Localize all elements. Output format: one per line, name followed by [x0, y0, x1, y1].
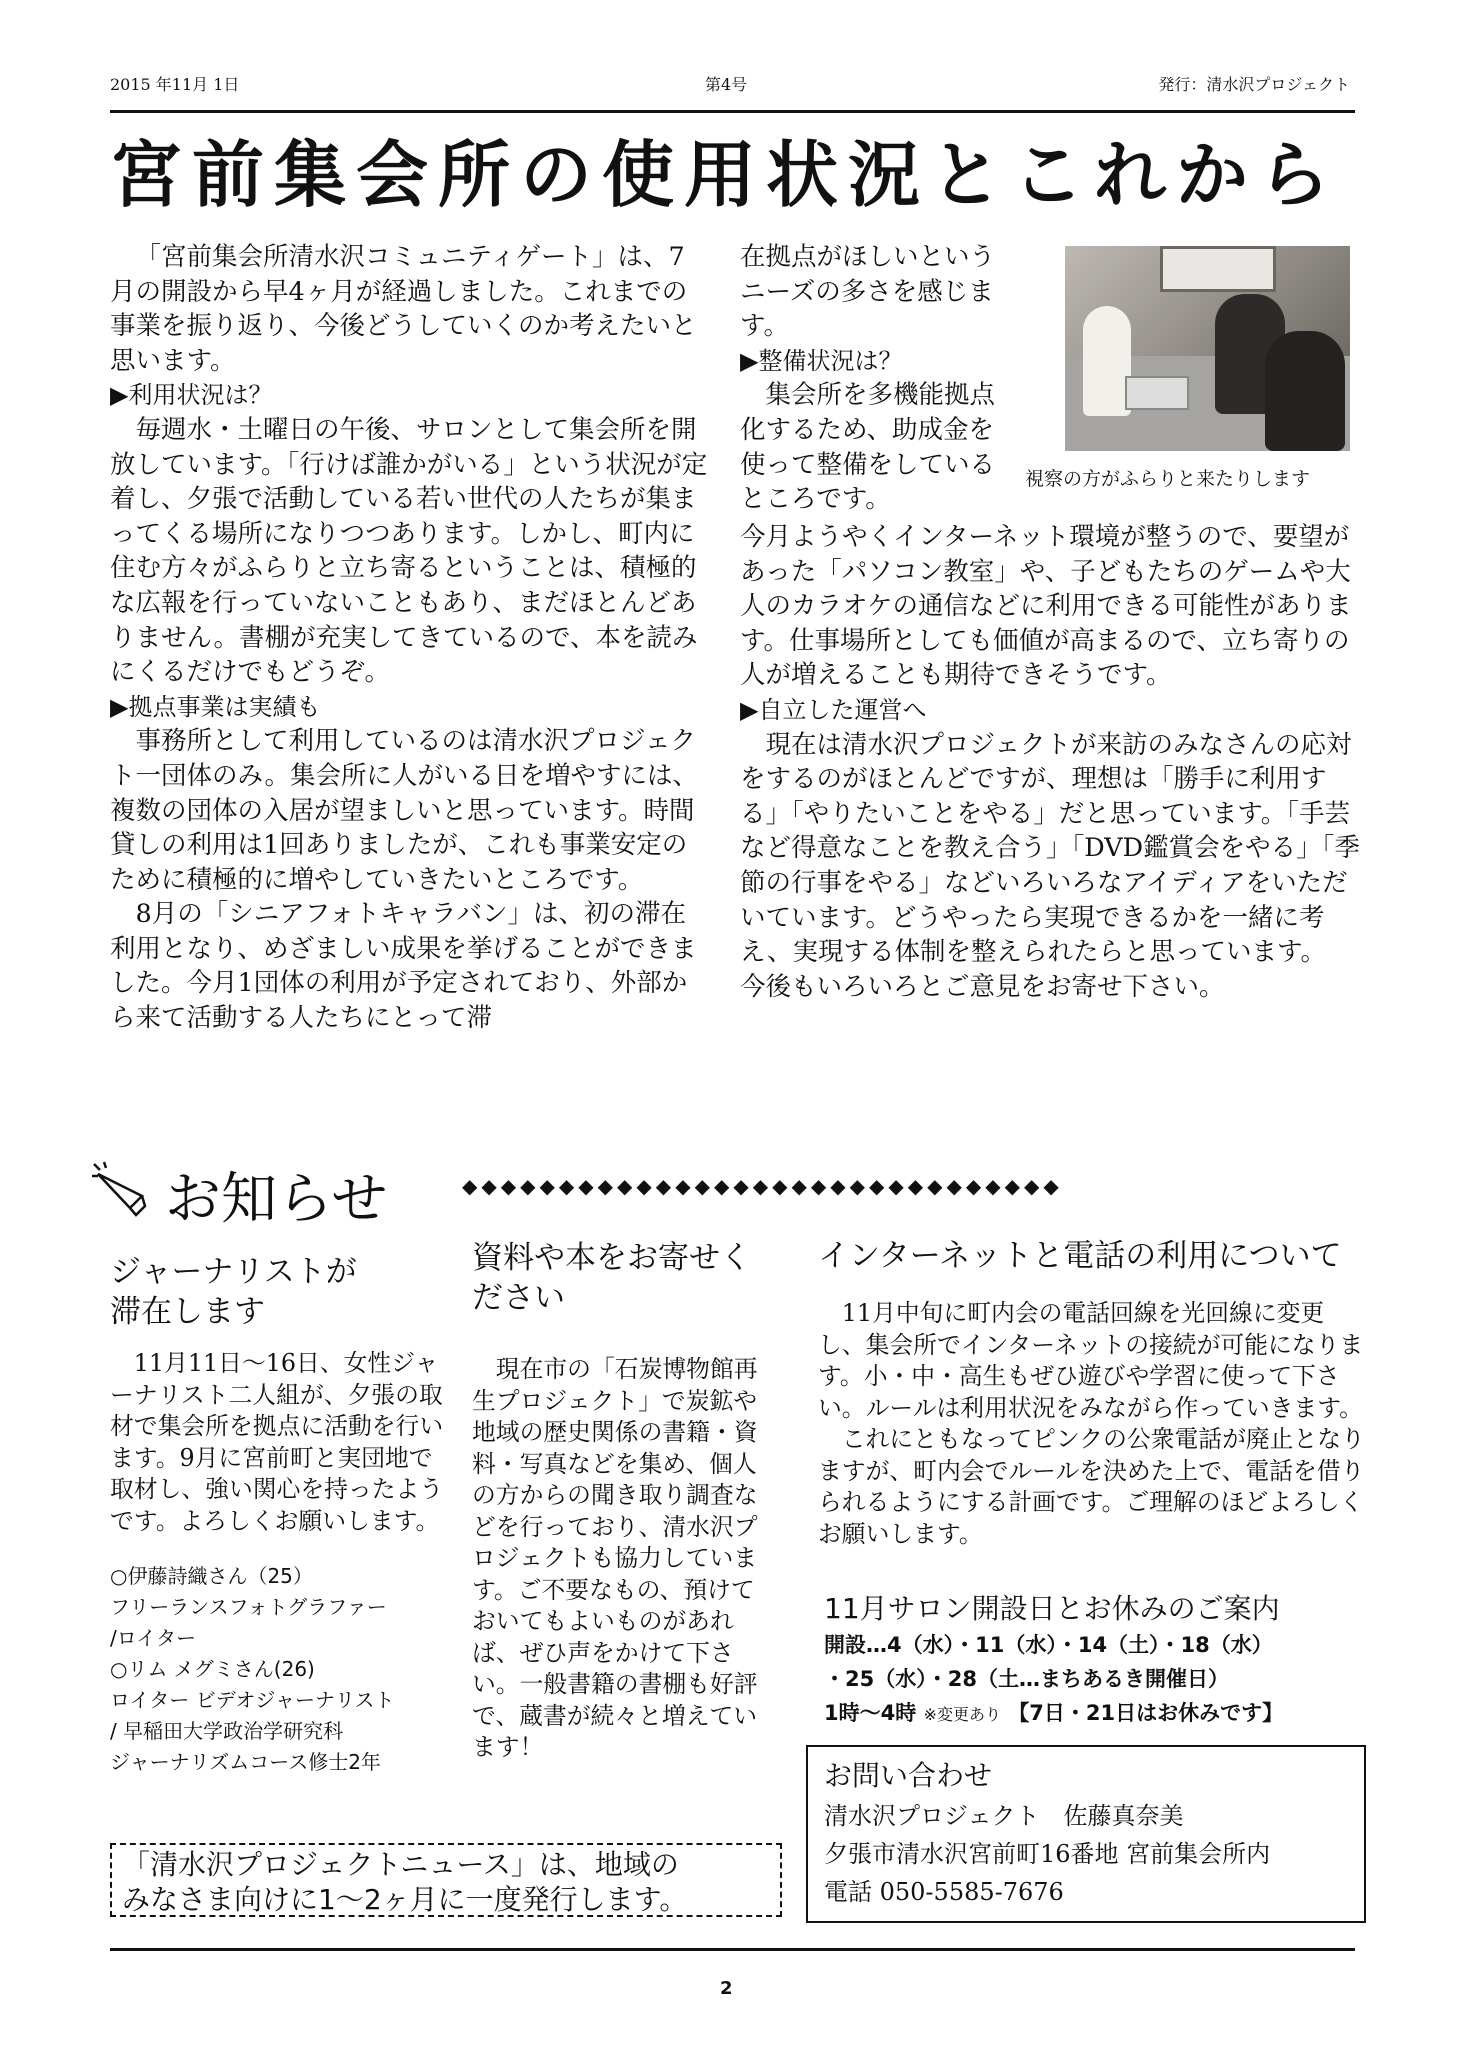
journalist-person-line: / 早稲田大学政治学研究科 — [110, 1719, 344, 1743]
journalist-person-line: /ロイター — [110, 1626, 197, 1650]
meeting-photo — [1065, 246, 1350, 451]
contact-org: 清水沢プロジェクト 佐藤真奈美 — [824, 1802, 1184, 1830]
article-right-column — [740, 520, 1360, 1004]
section-heading: ▶自立した運営へ — [740, 695, 927, 724]
journalist-person-line: フリーランスフォトグラファー — [110, 1595, 387, 1619]
oshirase-title: お知らせ — [165, 1167, 388, 1232]
journalist-person-line: ジャーナリズムコース修士2年 — [110, 1750, 381, 1774]
journalist-heading-1: ジャーナリストが — [110, 1254, 357, 1290]
paragraph: 現在は清水沢プロジェクトが来訪のみなさんの応対をするのがほとんどですが、理想は「勝手に利用する」「やりたいことをやる」だと思っています。「手芸など得意なことを教え合う」「DVD鑑賞会をやる」「季節の行事をやる」などいろいろなアイディアをいただいています。どうやったら実現できるかを一緒に考え、実現する体制を整えられたらと思っています。 — [740, 729, 1360, 968]
section-heading: ▶整備状況は？ — [740, 346, 903, 375]
paragraph: 8月の「シニアフォトキャラバン」は、初の滞在利用となり、めざましい成果を挙げることができました。今月1団体の利用が予定されており、外部から来て活動する人たちにとって滞 — [110, 899, 697, 1034]
salon-days-2: ・25（水）・28（土…まちあるき開催日） — [824, 1667, 1229, 1691]
journalist-person-line: ロイター ビデオジャーナリスト — [110, 1688, 395, 1712]
newsletter-line-1: 「清水沢プロジェクトニュース」は、地域の — [122, 1848, 679, 1881]
journalist-person-line: ○伊藤詩織さん（25） — [110, 1564, 313, 1588]
article-left-column — [110, 240, 710, 1036]
megaphone-icon — [90, 1160, 156, 1218]
salon-schedule — [824, 1590, 1364, 1732]
salon-closed-days: 【7日・21日はお休みです】 — [1008, 1701, 1284, 1725]
journalist-notice — [110, 1252, 450, 1778]
newsletter-notice — [110, 1843, 782, 1917]
paragraph: 今後もいろいろとご意見をお寄せ下さい。 — [740, 971, 1225, 1002]
journalist-person-line: ○リム メグミさん(26) — [110, 1657, 315, 1681]
contact-box — [806, 1745, 1366, 1923]
contact-phone: 電話 050-5585-7676 — [824, 1878, 1064, 1906]
salon-hours-time: 1時～4時 — [824, 1701, 917, 1725]
books-heading-1: 資料や本をお寄せく — [472, 1240, 751, 1276]
paragraph: 「宮前集会所清水沢コミュニティゲート」は、7月の開設から早4ヶ月が経過しました。これまでの事業を振り返り、今後どうしていくのか考えたいと思います。 — [110, 242, 697, 376]
page-number: 2 — [720, 1978, 733, 1999]
internet-notice — [818, 1236, 1368, 1550]
contact-title: お問い合わせ — [824, 1759, 993, 1792]
article-right-top — [740, 240, 1000, 517]
salon-hours-note: ※変更あり — [923, 1705, 1001, 1724]
paragraph: 集会所を多機能拠点化するため、助成金を使って整備をしているところです。 — [740, 380, 996, 515]
journalist-people — [110, 1561, 450, 1778]
salon-hours — [824, 1696, 1364, 1732]
salon-title: 11月サロン開設日とお休みのご案内 — [824, 1592, 1280, 1625]
internet-heading: インターネットと電話の利用について — [818, 1238, 1342, 1274]
paragraph: 今月ようやくインターネット環境が整うので、要望があった「パソコン教室」や、子どもたちのゲームや大人のカラオケの通信などに利用できる可能性があります。仕事場所としても価値が高まるので、立ち寄りの人が増えることも期待できそうです。 — [740, 522, 1352, 691]
books-heading-2: ださい — [472, 1280, 565, 1316]
issue-date: 2015 年11月 1日 — [110, 75, 240, 94]
header-rule — [110, 110, 1355, 113]
books-body: 現在市の「石炭博物館再生プロジェクト」で炭鉱や地域の歴史関係の書籍・資料・写真などを集め、個人の方からの聞き取り調査などを行っており、清水沢プロジェクトも協力しています。ご不要なもの、預けておいてもよいものがあれば、ぜひ声をかけて下さい。一般書籍の書棚も好評で、蔵書が続々と増えています！ — [472, 1355, 758, 1761]
newsletter-line-2: みなさま向けに1～2ヶ月に一度発行します。 — [122, 1883, 688, 1916]
section-heading: ▶拠点事業は実績も — [110, 692, 321, 721]
photo-caption: 視察の方がふらりと来たりします — [1025, 468, 1311, 490]
salon-days-1: 開設…4（水）・11（水）・14（土）・18（水） — [824, 1633, 1273, 1657]
footer-rule — [110, 1948, 1355, 1951]
page-title: 宮前集会所の使用状況とこれから — [110, 133, 1341, 217]
paragraph: 在拠点がほしいというニーズの多さを感じます。 — [740, 242, 996, 342]
paragraph: 事務所として利用しているのは清水沢プロジェクト一団体のみ。集会所に人がいる日を増やすには、複数の団体の入居が望ましいと思っています。時間貸しの利用は1回ありましたが、これも事業安定のために積極的に増やしていきたいところです。 — [110, 726, 699, 895]
publisher: 発行：清水沢プロジェクト — [1158, 75, 1350, 94]
internet-body-2: これにともなってピンクの公衆電話が廃止となりますが、町内会でルールを決めた上で、電話を借りられるようにする計画です。ご理解のほどよろしくお願いします。 — [818, 1425, 1365, 1548]
books-notice — [472, 1238, 772, 1764]
issue-number: 第4号 — [705, 75, 748, 94]
journalist-body: 11月11日～16日、女性ジャーナリスト二人組が、夕張の取材で集会所を拠点に活動を行います。9月に宮前町と実団地で取材し、強い関心を持ったようです。よろしくお願いします。 — [110, 1349, 444, 1535]
section-divider: ◆◆◆◆◆◆◆◆◆◆◆◆◆◆◆◆◆◆◆◆◆◆◆◆◆◆◆◆◆◆◆ — [462, 1174, 1063, 1198]
section-heading: ▶利用状況は？ — [110, 381, 273, 410]
contact-address: 夕張市清水沢宮前町16番地 宮前集会所内 — [824, 1840, 1271, 1868]
paragraph: 毎週水・土曜日の午後、サロンとして集会所を開放しています。「行けば誰かがいる」という状況が定着し、夕張で活動している若い世代の人たちが集まってくる場所になりつつあります。しかし、町内に住む方々がふらりと立ち寄るということは、積極的な広報を行っていないこともあり、まだほとんどありません。書棚が充実してきているので、本を読みにくるだけでもどうぞ。 — [110, 414, 708, 688]
internet-body-1: 11月中旬に町内会の電話回線を光回線に変更し、集会所でインターネットの接続が可能になります。小・中・高生もぜひ遊びや学習に使って下さい。ルールは利用状況をみながら作っていきます。 — [818, 1299, 1364, 1422]
journalist-heading-2: 滞在します — [110, 1294, 265, 1330]
